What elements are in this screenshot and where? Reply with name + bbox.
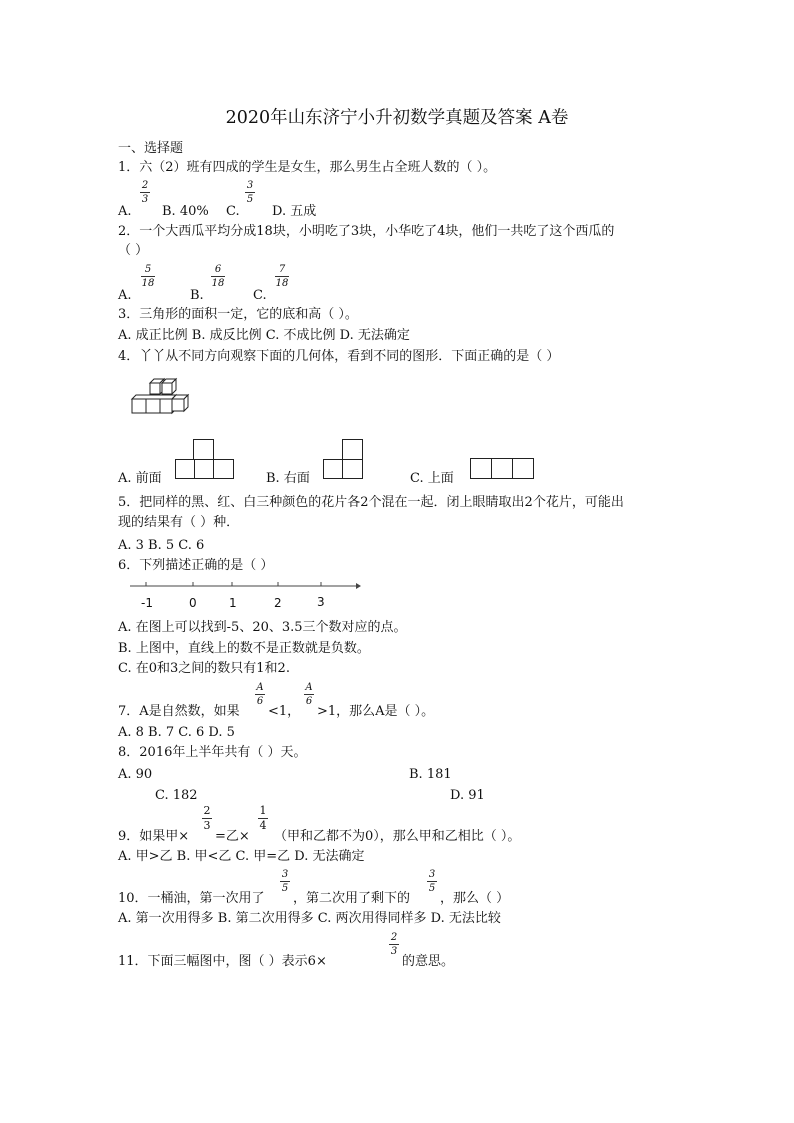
q1-option-a[interactable]: A. [118,204,132,219]
q1-fraction-a: 2 3 [141,180,149,205]
q2-fraction-a: 5 18 [141,264,155,289]
page-title: 2020年山东济宁小升初数学真题及答案 A卷 [225,108,569,128]
number-line-tick-label: 2 [274,596,282,610]
q9-fraction-1: 2 3 [203,804,211,832]
q11-stem-a: 11．下面三幅图中，图（ ）表示6× [118,954,327,969]
q6-stem: 6．下列描述正确的是（ ） [118,558,274,573]
q10-stem-b: ，第二次用了剩下的 [293,891,411,906]
q9-stem-a: 9．如果甲× [118,829,190,844]
q8-option-a[interactable]: A. 90 [118,767,153,782]
q5-stem: 5．把同样的黑、红、白三种颜色的花片各2个混在一起．闭上眼睛取出2个花片，可能出 [118,495,624,510]
q4-option-b[interactable]: B. 右面 [266,471,310,486]
q4-option-a[interactable]: A. 前面 [118,471,162,486]
q8-stem: 8．2016年上半年共有（ ）天。 [118,745,307,760]
q2-fraction-c: 7 18 [275,264,289,289]
q11-stem-b: 的意思。 [402,954,455,969]
q1-option-c[interactable]: C. [226,204,240,219]
q7-options[interactable]: A. 8 B. 7 C. 6 D. 5 [118,725,235,740]
q4-option-c[interactable]: C. 上面 [410,471,454,486]
q9-options[interactable]: A. 甲>乙 B. 甲<乙 C. 甲=乙 D. 无法确定 [118,849,365,864]
solid-figure-image [130,378,192,418]
q7-stem-a: 7．A是自然数，如果 [118,704,240,719]
q8-option-d[interactable]: D. 91 [450,788,485,803]
q7-stem-c: >1，那么A是（ ）。 [317,704,435,719]
q2-option-b[interactable]: B. [190,288,204,303]
q10-options[interactable]: A. 第一次用得多 B. 第二次用得多 C. 两次用得同样多 D. 无法比较 [118,911,501,926]
q8-option-b[interactable]: B. 181 [409,767,452,782]
q1-option-d[interactable]: D. 五成 [272,204,317,219]
q9-fraction-2: 1 4 [259,804,267,832]
q10-fraction-2: 3 5 [428,869,436,894]
q10-stem-a: 10．一桶油，第一次用了 [118,891,265,906]
q2-option-c[interactable]: C. [253,288,267,303]
number-line [130,580,362,590]
q7-fraction-1: A 6 [256,682,264,707]
q9-stem-b: =乙× [215,829,250,844]
q7-stem-b: <1， [268,704,301,719]
q11-fraction: 2 3 [390,932,398,957]
q3-options[interactable]: A. 成正比例 B. 成反比例 C. 不成比例 D. 无法确定 [118,328,410,343]
number-line-tick-label: -1 [141,596,153,610]
q1-fraction-c: 3 5 [246,180,254,205]
q7-fraction-2: A 6 [305,682,313,707]
q10-stem-c: ，那么（ ） [440,891,510,906]
q2-option-a[interactable]: A. [118,288,132,303]
number-line-tick-label: 1 [229,596,237,610]
q5-options[interactable]: A. 3 B. 5 C. 6 [118,538,205,553]
q2-stem: 2．一个大西瓜平均分成18块，小明吃了3块，小华吃了4块，他们一共吃了这个西瓜的 [118,224,615,239]
q4-stem: 4．丫丫从不同方向观察下面的几何体，看到不同的图形．下面正确的是（ ） [118,349,560,364]
q8-option-c[interactable]: C. 182 [155,788,198,803]
q2-fraction-b: 6 18 [211,264,225,289]
section-heading: 一、选择题 [118,141,184,156]
q1-option-b[interactable]: B. 40% [162,204,209,219]
q6-option-b[interactable]: B. 上图中，直线上的数不是正数就是负数。 [118,641,370,656]
number-line-tick-label: 0 [189,596,197,610]
q6-option-a[interactable]: A. 在图上可以找到-5、20、3.5三个数对应的点。 [118,620,407,635]
q10-fraction-1: 3 5 [281,869,289,894]
q9-stem-c: （甲和乙都不为0），那么甲和乙相比（ ）。 [274,829,521,844]
q2-stem-cont: （ ） [118,243,149,258]
q1-stem: 1．六（2）班有四成的学生是女生，那么男生占全班人数的（ ）。 [118,160,497,175]
q5-stem-cont: 现的结果有（ ）种． [118,515,240,530]
number-line-tick-label: 3 [317,595,325,609]
q6-option-c[interactable]: C. 在0和3之间的数只有1和2. [118,661,290,676]
q3-stem: 3．三角形的面积一定，它的底和高（ ）。 [118,307,358,322]
